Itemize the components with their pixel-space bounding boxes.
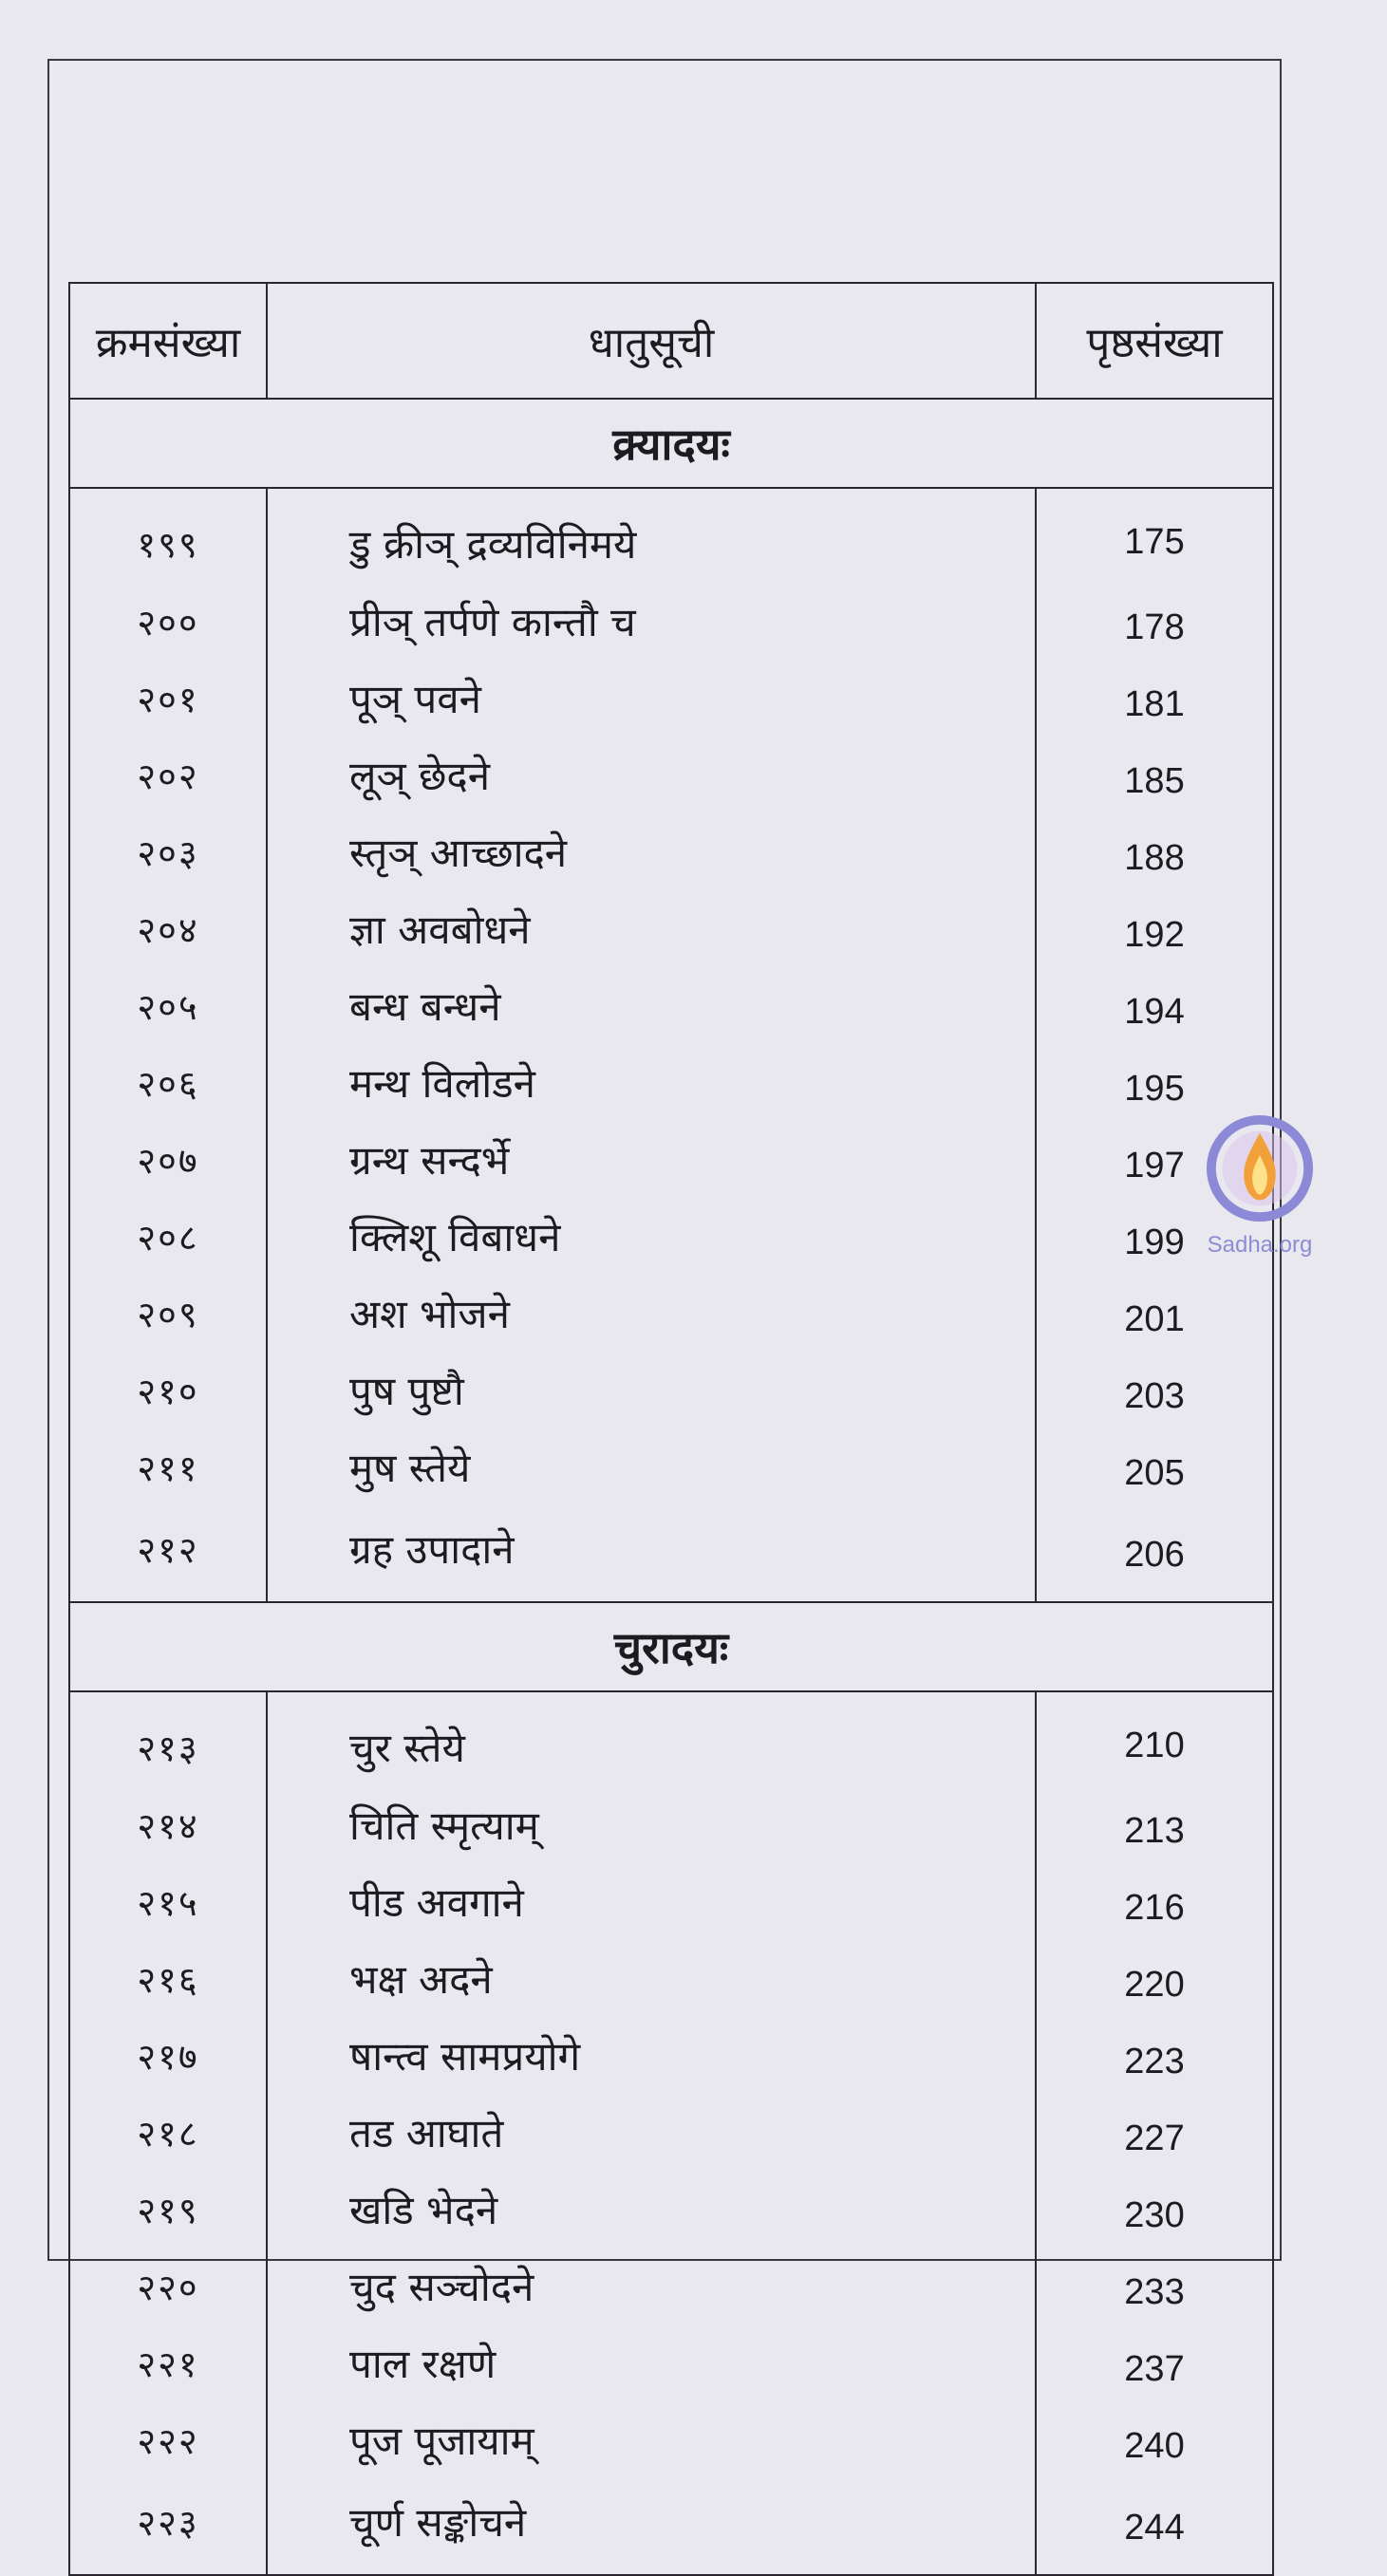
table-row <box>69 1505 1273 1602</box>
watermark-text: Sadha.org <box>1207 1232 1313 1258</box>
serial-number-cell: २२२ <box>69 2401 267 2478</box>
table-row <box>69 2171 1273 2248</box>
serial-number-cell: २१९ <box>69 2171 267 2248</box>
dhatu-index-table <box>68 282 1274 2576</box>
serial-number-cell: २०७ <box>69 1121 267 1198</box>
serial-number-cell: २०५ <box>69 967 267 1044</box>
dhatu-list-header: धातुसूची <box>267 283 1036 399</box>
page-number-cell: 237 <box>1036 2324 1273 2401</box>
page-number-cell: 205 <box>1036 1428 1273 1505</box>
page-number-cell: 178 <box>1036 583 1273 660</box>
serial-number-header: क्रमसंख्या <box>69 283 267 399</box>
dhatu-name-cell: खडि भेदने <box>267 2171 1036 2248</box>
serial-number-cell: २२१ <box>69 2324 267 2401</box>
dhatu-name-cell: स्तृञ् आच्छादने <box>267 813 1036 890</box>
page-number-cell: 199 <box>1036 1198 1273 1275</box>
dhatu-name-cell: चूर्ण सङ्कोचने <box>267 2478 1036 2575</box>
table-row <box>69 813 1273 890</box>
section-title: चुरादयः <box>69 1602 1273 1691</box>
table-row <box>69 1691 1273 1786</box>
serial-number-cell: २०८ <box>69 1198 267 1275</box>
serial-number-cell: २१७ <box>69 2017 267 2094</box>
page-number-cell: 185 <box>1036 737 1273 813</box>
dhatu-name-cell: प्रीञ् तर्पणे कान्तौ च <box>267 583 1036 660</box>
page-number-cell: 195 <box>1036 1044 1273 1121</box>
table-row <box>69 2401 1273 2478</box>
dhatu-name-cell: ग्रह उपादाने <box>267 1505 1036 1602</box>
serial-number-cell: २०३ <box>69 813 267 890</box>
dhatu-name-cell: ग्रन्थ सन्दर्भे <box>267 1121 1036 1198</box>
table-row <box>69 2248 1273 2324</box>
table-row <box>69 1863 1273 1940</box>
table-row <box>69 1044 1273 1121</box>
serial-number-cell: २२० <box>69 2248 267 2324</box>
serial-number-cell: २१५ <box>69 1863 267 1940</box>
dhatu-name-cell: अश भोजने <box>267 1275 1036 1352</box>
dhatu-name-cell: चिति स्मृत्याम् <box>267 1786 1036 1863</box>
serial-number-cell: २१० <box>69 1352 267 1428</box>
dhatu-name-cell: पूज पूजायाम् <box>267 2401 1036 2478</box>
serial-number-cell: २०४ <box>69 890 267 967</box>
dhatu-name-cell: मुष स्तेये <box>267 1428 1036 1505</box>
page-number-cell: 223 <box>1036 2017 1273 2094</box>
serial-number-cell: २११ <box>69 1428 267 1505</box>
table-row <box>69 1198 1273 1275</box>
serial-number-cell: २१३ <box>69 1691 267 1786</box>
page-number-header: पृष्ठसंख्या <box>1036 283 1273 399</box>
page-number-cell: 192 <box>1036 890 1273 967</box>
table-row <box>69 1352 1273 1428</box>
table-row <box>69 583 1273 660</box>
serial-number-cell: २१२ <box>69 1505 267 1602</box>
flame-logo-icon <box>1204 1112 1316 1224</box>
table-row <box>69 2017 1273 2094</box>
dhatu-name-cell: पाल रक्षणे <box>267 2324 1036 2401</box>
page-number-cell: 201 <box>1036 1275 1273 1352</box>
table-row <box>69 890 1273 967</box>
sadha-watermark <box>1198 1112 1321 1259</box>
table-row <box>69 660 1273 737</box>
page-number-cell: 216 <box>1036 1863 1273 1940</box>
page-number-cell: 233 <box>1036 2248 1273 2324</box>
serial-number-cell: २०६ <box>69 1044 267 1121</box>
dhatu-name-cell: क्लिशू विबाधने <box>267 1198 1036 1275</box>
dhatu-name-cell: चुद सञ्चोदने <box>267 2248 1036 2324</box>
table-row <box>69 967 1273 1044</box>
table-row <box>69 2324 1273 2401</box>
serial-number-cell: २०९ <box>69 1275 267 1352</box>
serial-number-cell: २२३ <box>69 2478 267 2575</box>
table-row <box>69 2478 1273 2575</box>
table-row <box>69 1428 1273 1505</box>
page-number-cell: 203 <box>1036 1352 1273 1428</box>
dhatu-name-cell: पूञ् पवने <box>267 660 1036 737</box>
section-heading-row <box>69 1602 1273 1691</box>
dhatu-name-cell: पीड अवगाने <box>267 1863 1036 1940</box>
dhatu-name-cell: बन्ध बन्धने <box>267 967 1036 1044</box>
table-row <box>69 1275 1273 1352</box>
dhatu-name-cell: भक्ष अदने <box>267 1940 1036 2017</box>
page-number-cell: 188 <box>1036 813 1273 890</box>
dhatu-name-cell: मन्थ विलोडने <box>267 1044 1036 1121</box>
dhatu-name-cell: तड आघाते <box>267 2094 1036 2171</box>
page-number-cell: 220 <box>1036 1940 1273 2017</box>
table-row <box>69 1786 1273 1863</box>
dhatu-name-cell: डु क्रीञ् द्रव्यविनिमये <box>267 488 1036 583</box>
dhatu-name-cell: षान्त्व सामप्रयोगे <box>267 2017 1036 2094</box>
serial-number-cell: २१४ <box>69 1786 267 1863</box>
serial-number-cell: २०१ <box>69 660 267 737</box>
page-number-cell: 181 <box>1036 660 1273 737</box>
page-number-cell: 227 <box>1036 2094 1273 2171</box>
serial-number-cell: २०२ <box>69 737 267 813</box>
page-number-cell: 244 <box>1036 2478 1273 2575</box>
dhatu-name-cell: लूञ् छेदने <box>267 737 1036 813</box>
serial-number-cell: १९९ <box>69 488 267 583</box>
table-body <box>69 399 1273 2575</box>
dhatu-name-cell: चुर स्तेये <box>267 1691 1036 1786</box>
table-row <box>69 488 1273 583</box>
section-title: क्र्यादयः <box>69 399 1273 488</box>
page-number-cell: 194 <box>1036 967 1273 1044</box>
dhatu-name-cell: ज्ञा अवबोधने <box>267 890 1036 967</box>
table-row <box>69 2094 1273 2171</box>
page-number-cell: 175 <box>1036 488 1273 583</box>
dhatu-name-cell: पुष पुष्टौ <box>267 1352 1036 1428</box>
table-header-row <box>69 283 1273 399</box>
page-number-cell: 230 <box>1036 2171 1273 2248</box>
serial-number-cell: २१८ <box>69 2094 267 2171</box>
serial-number-cell: २०० <box>69 583 267 660</box>
table-row <box>69 737 1273 813</box>
page-number-cell: 213 <box>1036 1786 1273 1863</box>
section-heading-row <box>69 399 1273 488</box>
table-row <box>69 1940 1273 2017</box>
table-row <box>69 1121 1273 1198</box>
page-number-cell: 206 <box>1036 1505 1273 1602</box>
page-number-cell: 240 <box>1036 2401 1273 2478</box>
page-number-cell: 197 <box>1036 1121 1273 1198</box>
page-number-cell: 210 <box>1036 1691 1273 1786</box>
serial-number-cell: २१६ <box>69 1940 267 2017</box>
